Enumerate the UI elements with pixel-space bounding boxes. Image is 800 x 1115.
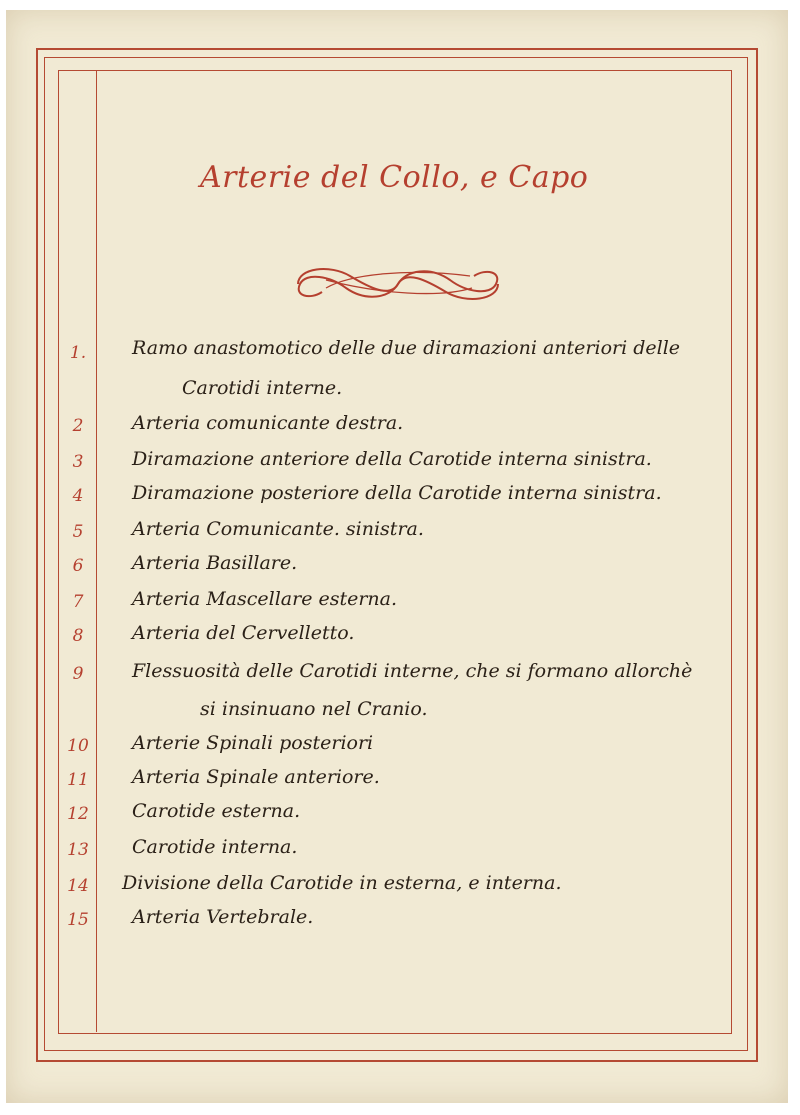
item-text: Arteria del Cervelletto. bbox=[132, 622, 355, 644]
item-number: 2 bbox=[72, 416, 84, 436]
item-number: 13 bbox=[67, 840, 89, 860]
item-number: 6 bbox=[72, 556, 84, 576]
item-number: 9 bbox=[72, 664, 84, 684]
item-number: 15 bbox=[67, 910, 89, 930]
list-item bbox=[0, 836, 800, 876]
item-text: Diramazione posteriore della Carotide interna sinistra. bbox=[132, 482, 662, 504]
list-item bbox=[0, 552, 800, 592]
item-text: Carotide interna. bbox=[132, 836, 298, 858]
item-text: Flessuosità delle Carotidi interne, che si formano allorchè bbox=[132, 660, 693, 682]
calligraphic-flourish-ornament bbox=[290, 258, 506, 310]
item-text: Arteria Vertebrale. bbox=[132, 906, 314, 928]
item-text: Arteria Mascellare esterna. bbox=[132, 588, 398, 610]
list-item bbox=[0, 412, 800, 452]
item-text: Arteria Comunicante. sinistra. bbox=[132, 518, 424, 540]
item-text-continuation: Carotidi interne. bbox=[182, 377, 343, 399]
item-text: Carotide esterna. bbox=[132, 800, 301, 822]
item-text: Divisione della Carotide in esterna, e interna. bbox=[122, 872, 562, 894]
item-number: 10 bbox=[67, 736, 89, 756]
item-number: 4 bbox=[72, 486, 84, 506]
list-item bbox=[0, 660, 800, 720]
list-item bbox=[0, 622, 800, 662]
item-text-continuation: si insinuano nel Cranio. bbox=[200, 698, 428, 720]
item-text: Arteria comunicante destra. bbox=[132, 412, 404, 434]
list-item bbox=[0, 800, 800, 840]
page-title: Arterie del Collo, e Capo bbox=[200, 160, 589, 195]
item-number: 11 bbox=[67, 770, 89, 790]
item-number: 1. bbox=[69, 343, 87, 363]
list-item bbox=[0, 482, 800, 522]
item-number: 12 bbox=[67, 804, 89, 824]
item-number: 7 bbox=[72, 592, 84, 612]
item-number: 5 bbox=[72, 522, 84, 542]
item-text: Arteria Spinale anteriore. bbox=[132, 766, 380, 788]
item-number: 3 bbox=[72, 452, 84, 472]
item-text: Diramazione anteriore della Carotide interna sinistra. bbox=[132, 448, 652, 470]
list-item bbox=[0, 337, 800, 399]
item-text: Ramo anastomotico delle due diramazioni anteriori delle bbox=[132, 337, 681, 359]
item-text: Arterie Spinali posteriori bbox=[132, 732, 374, 754]
list-item bbox=[0, 906, 800, 946]
item-number: 14 bbox=[67, 876, 89, 896]
item-text: Arteria Basillare. bbox=[132, 552, 298, 574]
item-number: 8 bbox=[72, 626, 84, 646]
